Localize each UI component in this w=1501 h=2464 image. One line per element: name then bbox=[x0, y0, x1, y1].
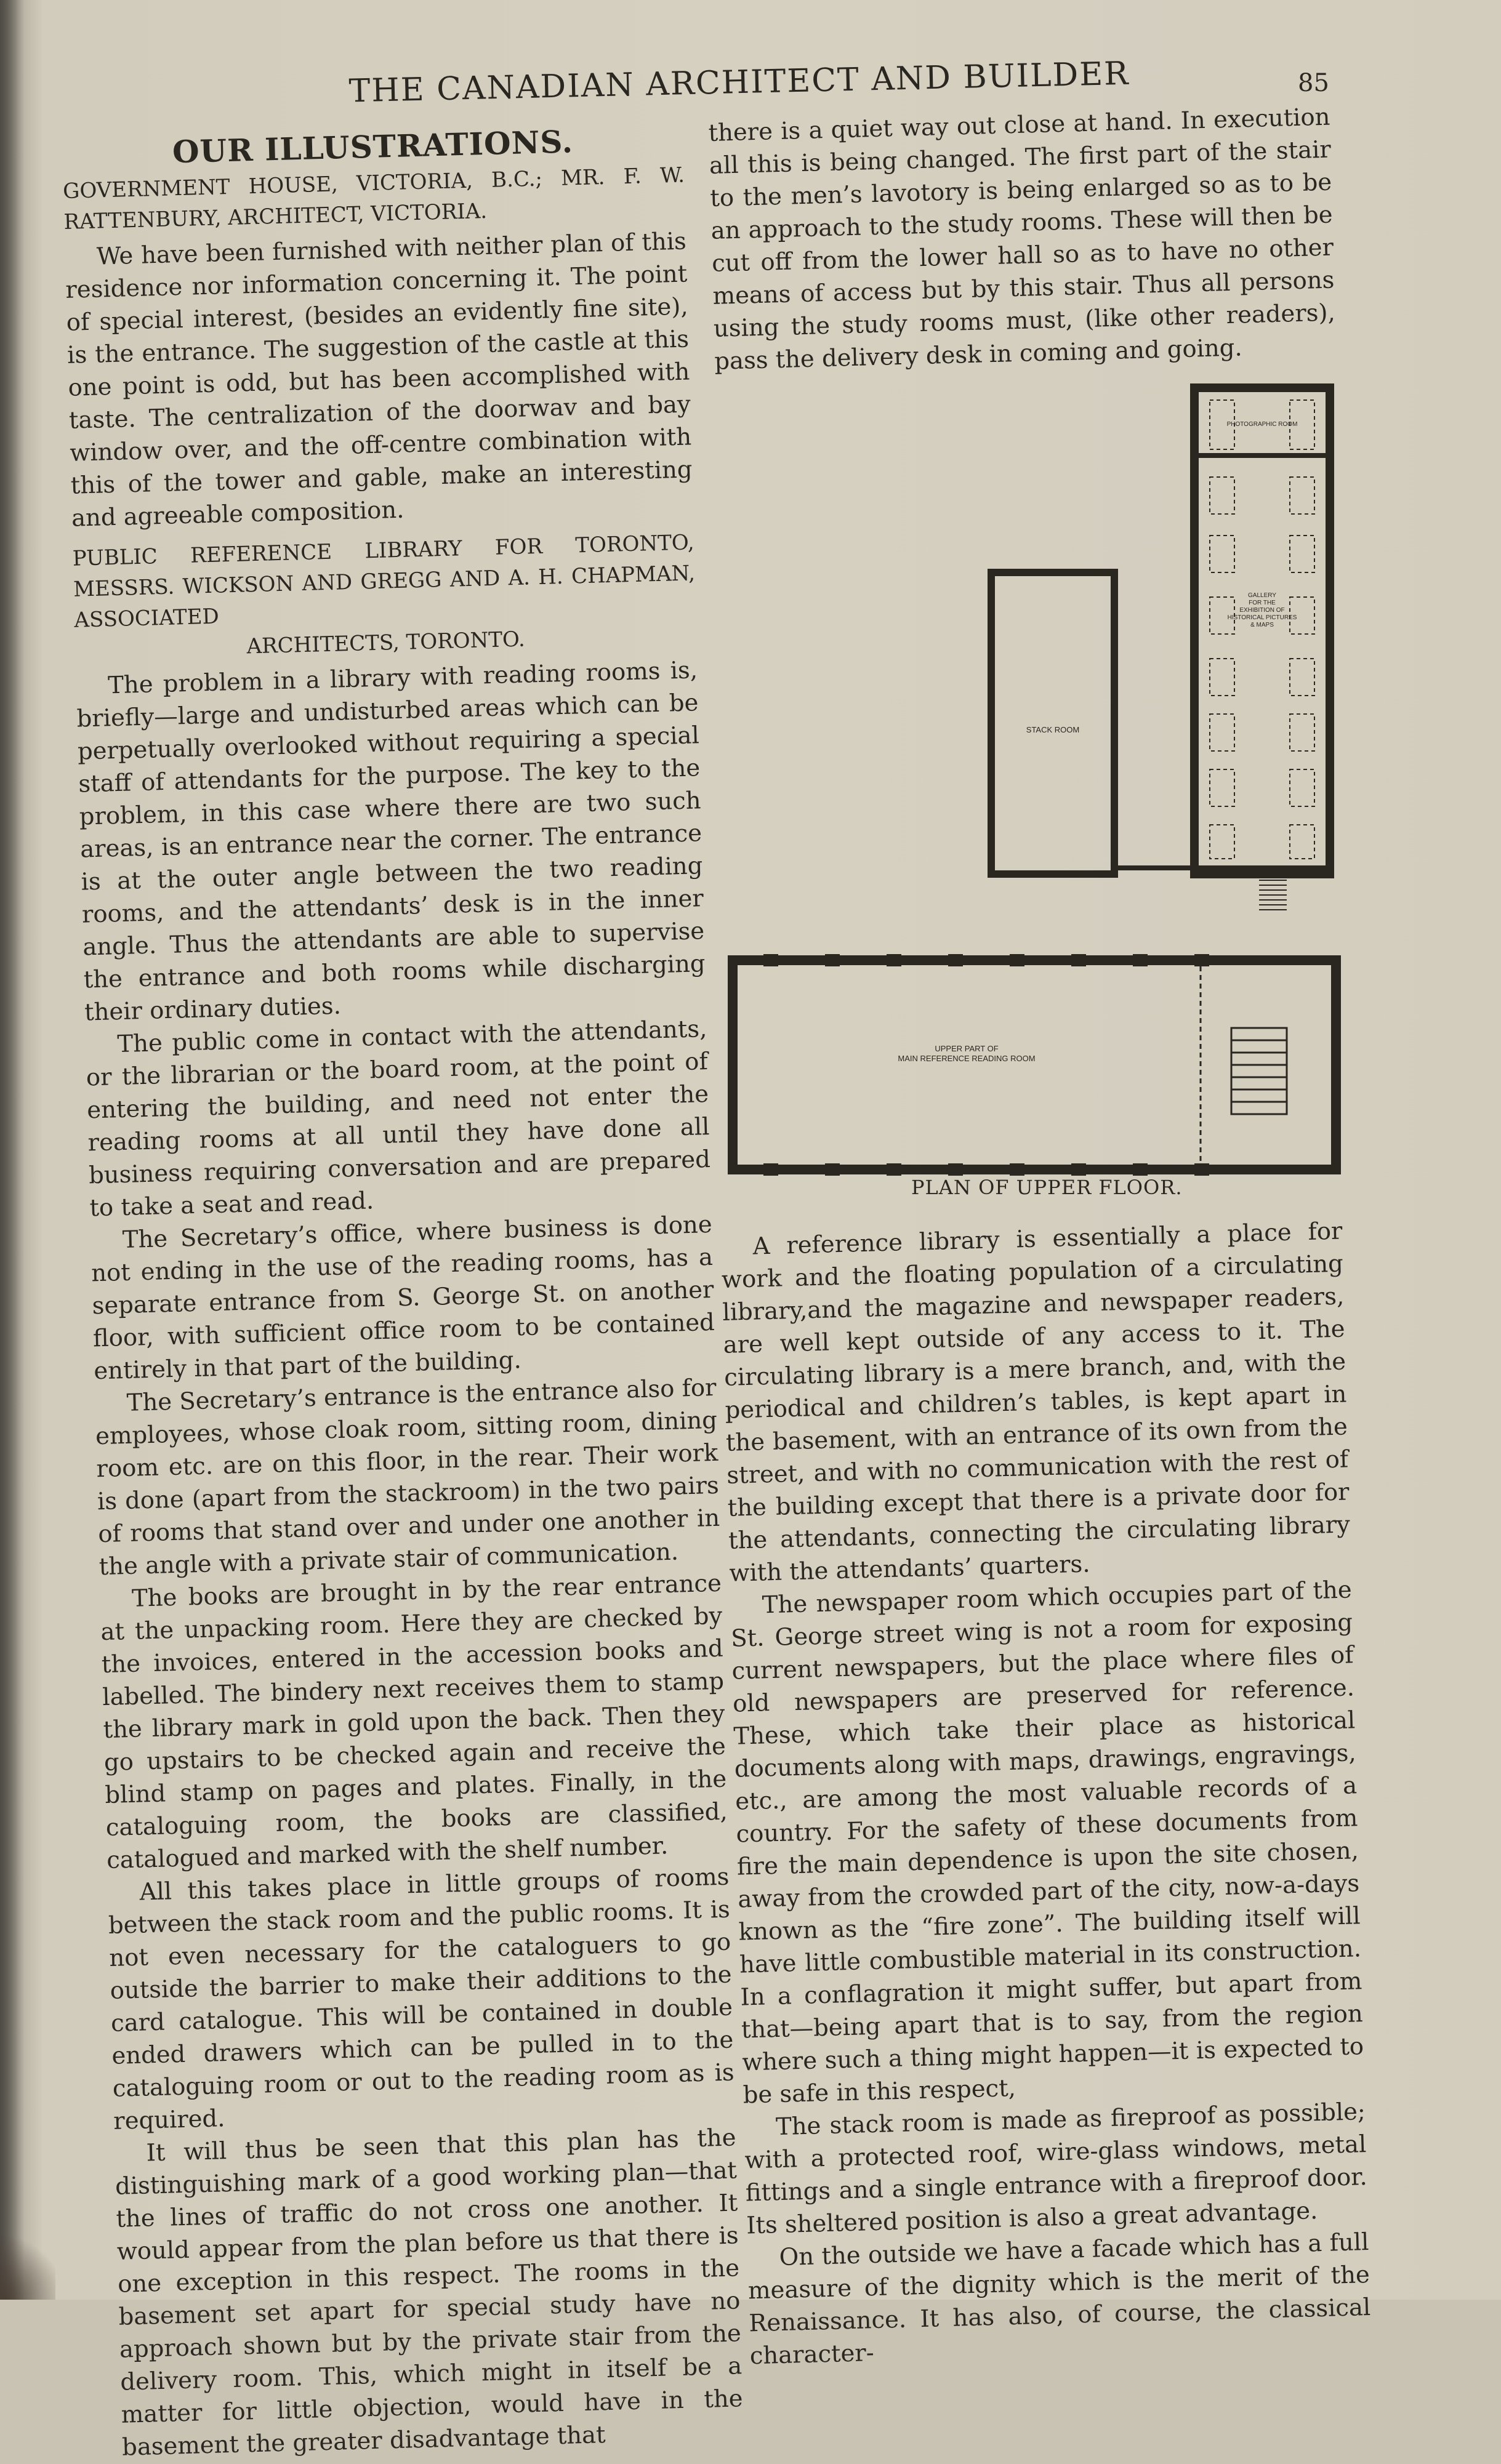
left-column bbox=[62, 122, 744, 2464]
floor-plan bbox=[720, 382, 1348, 1182]
gallery-label-line: HISTORICAL PICTURES bbox=[1227, 614, 1297, 621]
library-paragraph: It will thus be seen that this plan has the distinguishing mark of a good working plan—that the lines of traffic do not cross one another. It would appear from the plan before us that there is one exception in this respect. The rooms in the basement set apart for special study have no approach shown but by the private stair from the delivery room. This, which might in itself be a matter for little objection, would have in the basement the greater disadvantage that bbox=[115, 2124, 744, 2462]
library-paragraph: The problem in a library with reading rooms is, briefly—large and undisturbed areas which can be perpetually overlooked without requiring a special staff of attendants for the purpose. The key to the problem, in this case where there are two such areas, is an entrance near the corner. The entrance is at the outer angle between the two reading rooms, and the attendants’ desk is in the inner angle. Thus the attendants are able to supervise the entrance and both rooms while discharging their ordinary duties. bbox=[76, 656, 706, 1027]
library-heading-line1: PUBLIC REFERENCE LIBRARY FOR TORONTO, MESSRS. WICKSON AND GREGG AND A. H. CHAPMAN, ASSOCIATED bbox=[72, 530, 696, 633]
library-heading bbox=[72, 527, 697, 666]
plan-caption: PLAN OF UPPER FLOOR. bbox=[911, 1176, 1183, 1199]
gallery-label-line: FOR THE bbox=[1249, 600, 1276, 606]
library-paragraph: The public come in contact with the attendants, or the librarian or the board room, at the point of entering the building, and need not enter the reading rooms at all until they have done all business requiring conversation and are prepared to take a seat and read. bbox=[86, 1015, 711, 1222]
library-heading-line2: ARCHITECTS, TORONTO. bbox=[246, 627, 526, 659]
wall-piers bbox=[763, 954, 1209, 1176]
library-paragraph: All this takes place in little groups of rooms between the stack room and the public rooms. It is not even necessary for the cataloguers to go outside the barrier to make their additions to the card catalogue. This will be contained in double ended drawers which can be pulled in to the cataloguing room or out to the reading room as is required. bbox=[108, 1863, 735, 2135]
right-paragraph: The newspaper room which occupies part of the St. George street wing is not a room for exposing current newspapers, but the place where files of old newspapers are preserved for reference. These, which take their place as historical documents along with maps, drawings, engravings, etc., are among the most valuable records of a country. For the safety of these documents from fire the main dependence is upon the site chosen, away from the crowded part of the city, now-a-days known as the “fire zone”. The building itself will have little combustible material in its construction. In a conflagration it might suffer, but apart from that—being apart that is to say, from the region where such a thing might happen—it is expected to be safe in this respect, bbox=[730, 1576, 1364, 2109]
right-column-bottom bbox=[720, 1215, 1372, 2373]
gallery-cases bbox=[1210, 400, 1314, 859]
right-column-top bbox=[708, 101, 1337, 378]
stack-room-label: STACK ROOM bbox=[1026, 725, 1080, 734]
gallery-label-line: GALLERY bbox=[1248, 592, 1276, 599]
photo-room-label: PHOTOGRAPHIC ROOM bbox=[1226, 421, 1298, 428]
running-title: THE CANADIAN ARCHITECT AND BUILDER bbox=[348, 55, 1130, 110]
main-stair bbox=[1231, 1028, 1287, 1114]
government-house-paragraph: We have been furnished with neither plan of this residence nor information concerning it. The point of special interest, (besides an evidently fine site), is the entrance. The suggestion of the castle at this one point is odd, but has been accomplished with taste. The centralization of the doorwav and bay window over, and the off-centre combination with this of the tower and gable, make an interesting and agreeable composition. bbox=[65, 227, 693, 532]
library-paragraph: The Secretary’s entrance is the entrance also for employees, whose cloak room, sitting room, dining room etc. are on this floor, in the rear. Their work is done (apart from the stackroom) in the two pairs of rooms that stand over and under one another in the angle with a private stair of communication. bbox=[95, 1373, 720, 1581]
stair-hatching bbox=[1259, 880, 1287, 910]
page-corner-shadow bbox=[0, 2226, 55, 2300]
gallery-label-line: & MAPS bbox=[1250, 622, 1274, 628]
floor-plan-drawing bbox=[720, 382, 1348, 1182]
library-paragraph: The books are brought in by the rear entrance at the unpacking room. Here they are checked by the invoices, entered in the accession books and labelled. The bindery next receives them to stamp the library mark in gold upon the back. Then they go upstairs to be checked again and receive the blind stamp on pages and plates. Finally, in the cataloguing room, the books are classified, catalogued and marked with the shelf number. bbox=[100, 1569, 728, 1875]
reading-room-label-line2: MAIN REFERENCE READING ROOM bbox=[898, 1054, 1036, 1063]
section-title: OUR ILLUSTRATIONS. bbox=[172, 123, 574, 171]
library-paragraph: The Secretary’s office, where business is done not ending in the use of the reading rooms, has a separate entrance from S. George St. on another floor, with sufficient office room to be contained entirely in that part of the building. bbox=[91, 1210, 715, 1386]
gallery-label bbox=[1228, 592, 1297, 628]
right-paragraph: On the outside we have a facade which has a full measure of the dignity which is the merit of the Renaissance. It has also, of course, the classical character- bbox=[747, 2228, 1371, 2370]
gallery-label-line: EXHIBITION OF bbox=[1239, 607, 1285, 614]
stack-room-outline bbox=[991, 572, 1114, 874]
wing-outline bbox=[1194, 388, 1330, 874]
right-paragraph: A reference library is essentially a place for work and the floating population of a circulating library,and the magazine and newspaper readers, are well kept outside of any access to it. The circulating library is a mere branch, and, with the periodical and children’s tables, is kept apart in the basement, with an entrance of its own from the street, and with no communication with the rest of the building except that there is a private door for the attendants, connecting the circulating library with the attendants’ quarters. bbox=[721, 1217, 1351, 1587]
government-house-heading: GOVERNMENT HOUSE, VICTORIA, B.C.; MR. F. W. RATTENBURY, ARCHITECT, VICTORIA. bbox=[62, 163, 685, 235]
page-number: 85 bbox=[1298, 69, 1329, 97]
binding-shadow bbox=[0, 0, 25, 2300]
reading-room-label-line1: UPPER PART OF bbox=[935, 1044, 999, 1053]
continuation-paragraph: there is a quiet way out close at hand. In execution all this is being changed. The first part of the stair to the men’s lavotory is being enlarged so as to be an approach to the study rooms. These will then be cut off from the lower hall so as to have no other means of access but by this stair. Thus all persons using the study rooms must, (like other readers), pass the delivery desk in coming and going. bbox=[708, 103, 1336, 375]
right-paragraph: The stack room is made as fireproof as possible; with a protected roof, wire-glass windows, metal fittings and a single entrance with a fireproof door. Its sheltered position is also a great advantage. bbox=[744, 2098, 1368, 2240]
